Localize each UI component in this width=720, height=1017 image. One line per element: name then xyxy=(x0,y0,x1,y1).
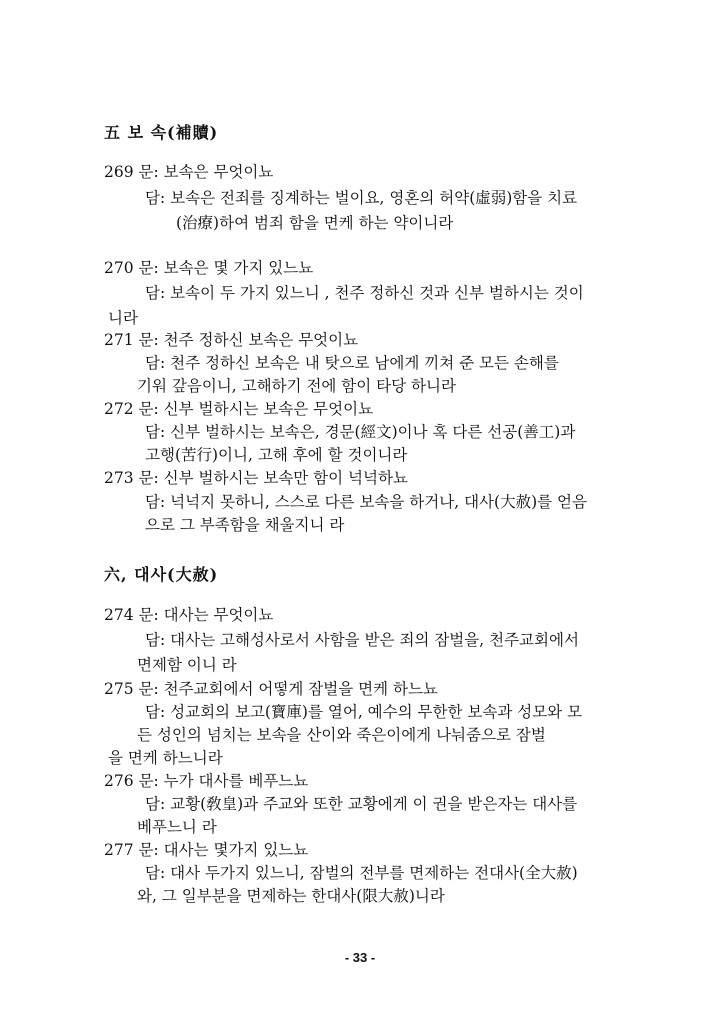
section-heading-5: 五 보 속(補贖) xyxy=(104,123,219,142)
answer-272-line-2: 고행(苦行)이니, 고해 후에 할 것이니라 xyxy=(145,446,408,464)
answer-271-line-1: 담: 천주 정하신 보속은 내 탓으로 남에게 끼쳐 준 모든 손해를 xyxy=(145,354,559,372)
answer-277-line-2: 와, 그 일부분을 면제하는 한대사(限大赦)니라 xyxy=(137,887,445,905)
answer-276-line-2: 베푸느니 라 xyxy=(137,818,217,836)
answer-272-line-1: 담: 신부 벌하시는 보속은, 경문(經文)이나 혹 다른 선공(善工)과 xyxy=(145,423,576,441)
answer-269-line-2: (治療)하여 범죄 함을 면케 하는 약이니라 xyxy=(176,214,454,232)
answer-277-line-1: 담: 대사 두가지 있느니, 잠벌의 전부를 면제하는 전대사(全大赦) xyxy=(145,864,578,882)
section-heading-6: 六, 대사(大赦) xyxy=(104,565,219,584)
question-274: 274 문: 대사는 무엇이뇨 xyxy=(104,606,274,624)
answer-273-line-1: 담: 넉넉지 못하니, 스스로 다른 보속을 하거나, 대사(大赦)를 얻음 xyxy=(145,493,587,511)
question-277: 277 문: 대사는 몇가지 있느뇨 xyxy=(104,841,309,859)
question-271: 271 문: 천주 정하신 보속은 무엇이뇨 xyxy=(104,331,359,349)
question-273: 273 문: 신부 벌하시는 보속만 함이 넉넉하뇨 xyxy=(104,469,408,487)
answer-273-line-2: 으로 그 부족함을 채울지니 라 xyxy=(145,516,345,534)
answer-271-line-2: 기워 갚음이니, 고해하기 전에 함이 타당 하니라 xyxy=(137,377,456,395)
answer-276-line-1: 담: 교황(敎皇)과 주교와 또한 교황에게 이 권을 받은자는 대사를 xyxy=(145,795,578,813)
answer-270-line-2: 니라 xyxy=(108,309,138,327)
question-276: 276 문: 누가 대사를 베푸느뇨 xyxy=(104,772,309,790)
answer-274-line-2: 면제함 이니 라 xyxy=(137,656,237,674)
answer-270-line-1: 담: 보속이 두 가지 있느니 , 천주 정하신 것과 신부 벌하시는 것이 xyxy=(145,284,584,302)
question-272: 272 문: 신부 벌하시는 보속은 무엇이뇨 xyxy=(104,400,374,418)
question-275: 275 문: 천주교회에서 어떻게 잠벌을 면케 하느뇨 xyxy=(104,680,438,698)
answer-269-line-1: 담: 보속은 전죄를 징계하는 벌이요, 영혼의 허약(虛弱)함을 치료 xyxy=(145,189,578,207)
answer-275-line-2: 든 성인의 넘치는 보속을 산이와 죽은이에게 나눠줌으로 잠벌 xyxy=(137,726,546,744)
question-269: 269 문: 보속은 무엇이뇨 xyxy=(104,163,274,181)
answer-275-line-1: 담: 성교회의 보고(寶庫)를 열어, 예수의 무한한 보속과 성모와 모 xyxy=(145,703,583,721)
question-270: 270 문: 보속은 몇 가지 있느뇨 xyxy=(104,259,314,277)
answer-275-line-3: 을 면케 하느니라 xyxy=(108,749,223,767)
answer-274-line-1: 담: 대사는 고해성사로서 사함을 받은 죄의 잠벌을, 천주교회에서 xyxy=(145,631,579,649)
page-number: - 33 - xyxy=(344,950,376,965)
